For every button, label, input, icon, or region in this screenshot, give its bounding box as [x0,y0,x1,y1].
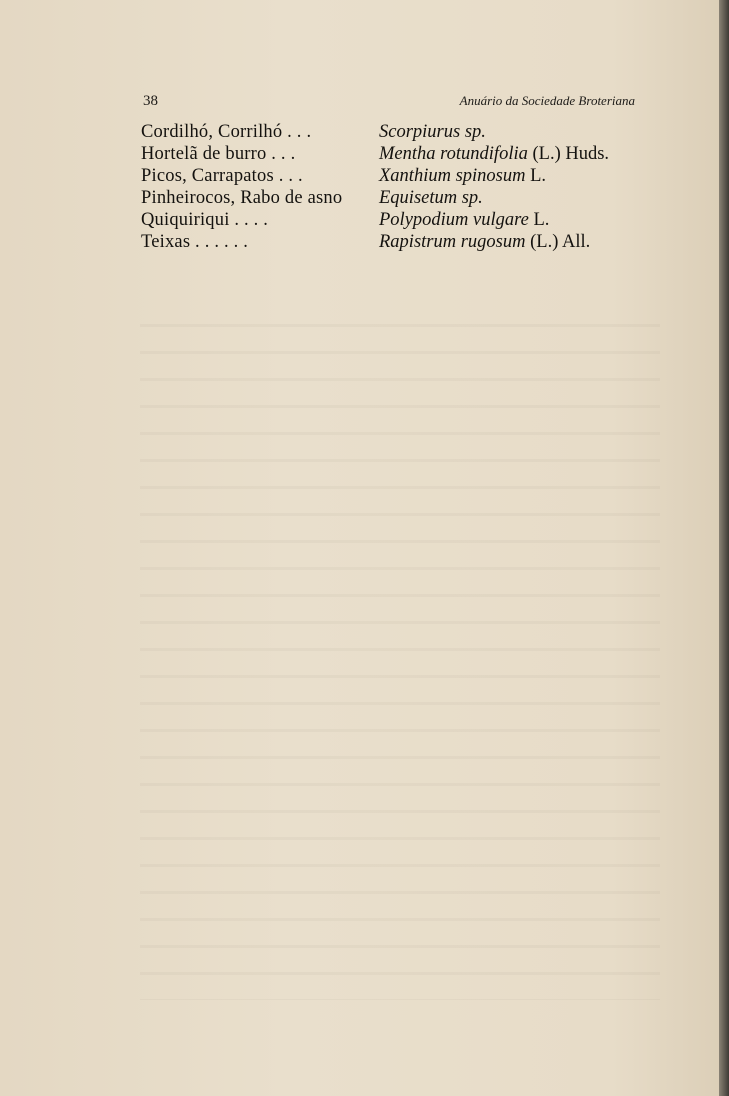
running-title: Anuário da Sociedade Broteriana [459,93,635,108]
latin-binomial: Mentha rotundifolia [379,144,528,164]
common-name: Cordilhó, Corrilhó . . . [141,122,312,142]
scientific-name [373,143,609,165]
scientific-name [373,209,609,231]
page-number: 38 [143,93,158,109]
common-name: Picos, Carrapatos . . . [141,166,303,186]
latin-binomial: Scorpiurus sp. [379,122,486,142]
latin-binomial: Xanthium spinosum [379,166,526,186]
plant-names-table [141,121,609,253]
table-row [141,143,609,165]
latin-binomial: Equisetum sp. [379,188,483,208]
authority: (L.) Huds. [532,144,610,164]
latin-binomial: Rapistrum rugosum [379,232,526,252]
common-name: Quiquiriqui . . . . [141,210,269,230]
page-edge-shadow [719,0,729,1096]
common-name: Hortelã de burro . . . [141,144,296,164]
table-row [141,121,609,143]
table-row [141,209,609,231]
table-row [141,187,609,209]
scientific-name [373,121,609,143]
latin-binomial: Polypodium vulgare [379,210,529,230]
page-header [143,93,635,110]
common-name: Pinheirocos, Rabo de asno [141,188,343,208]
table-row [141,165,609,187]
scientific-name [373,231,609,253]
authority: L. [533,210,550,230]
authority: (L.) All. [530,232,591,252]
common-name: Teixas . . . . . . [141,232,249,252]
scientific-name [373,165,609,187]
authority: L. [530,166,547,186]
scientific-name [373,187,609,209]
show-through-text [140,300,660,1000]
table-row [141,231,609,253]
